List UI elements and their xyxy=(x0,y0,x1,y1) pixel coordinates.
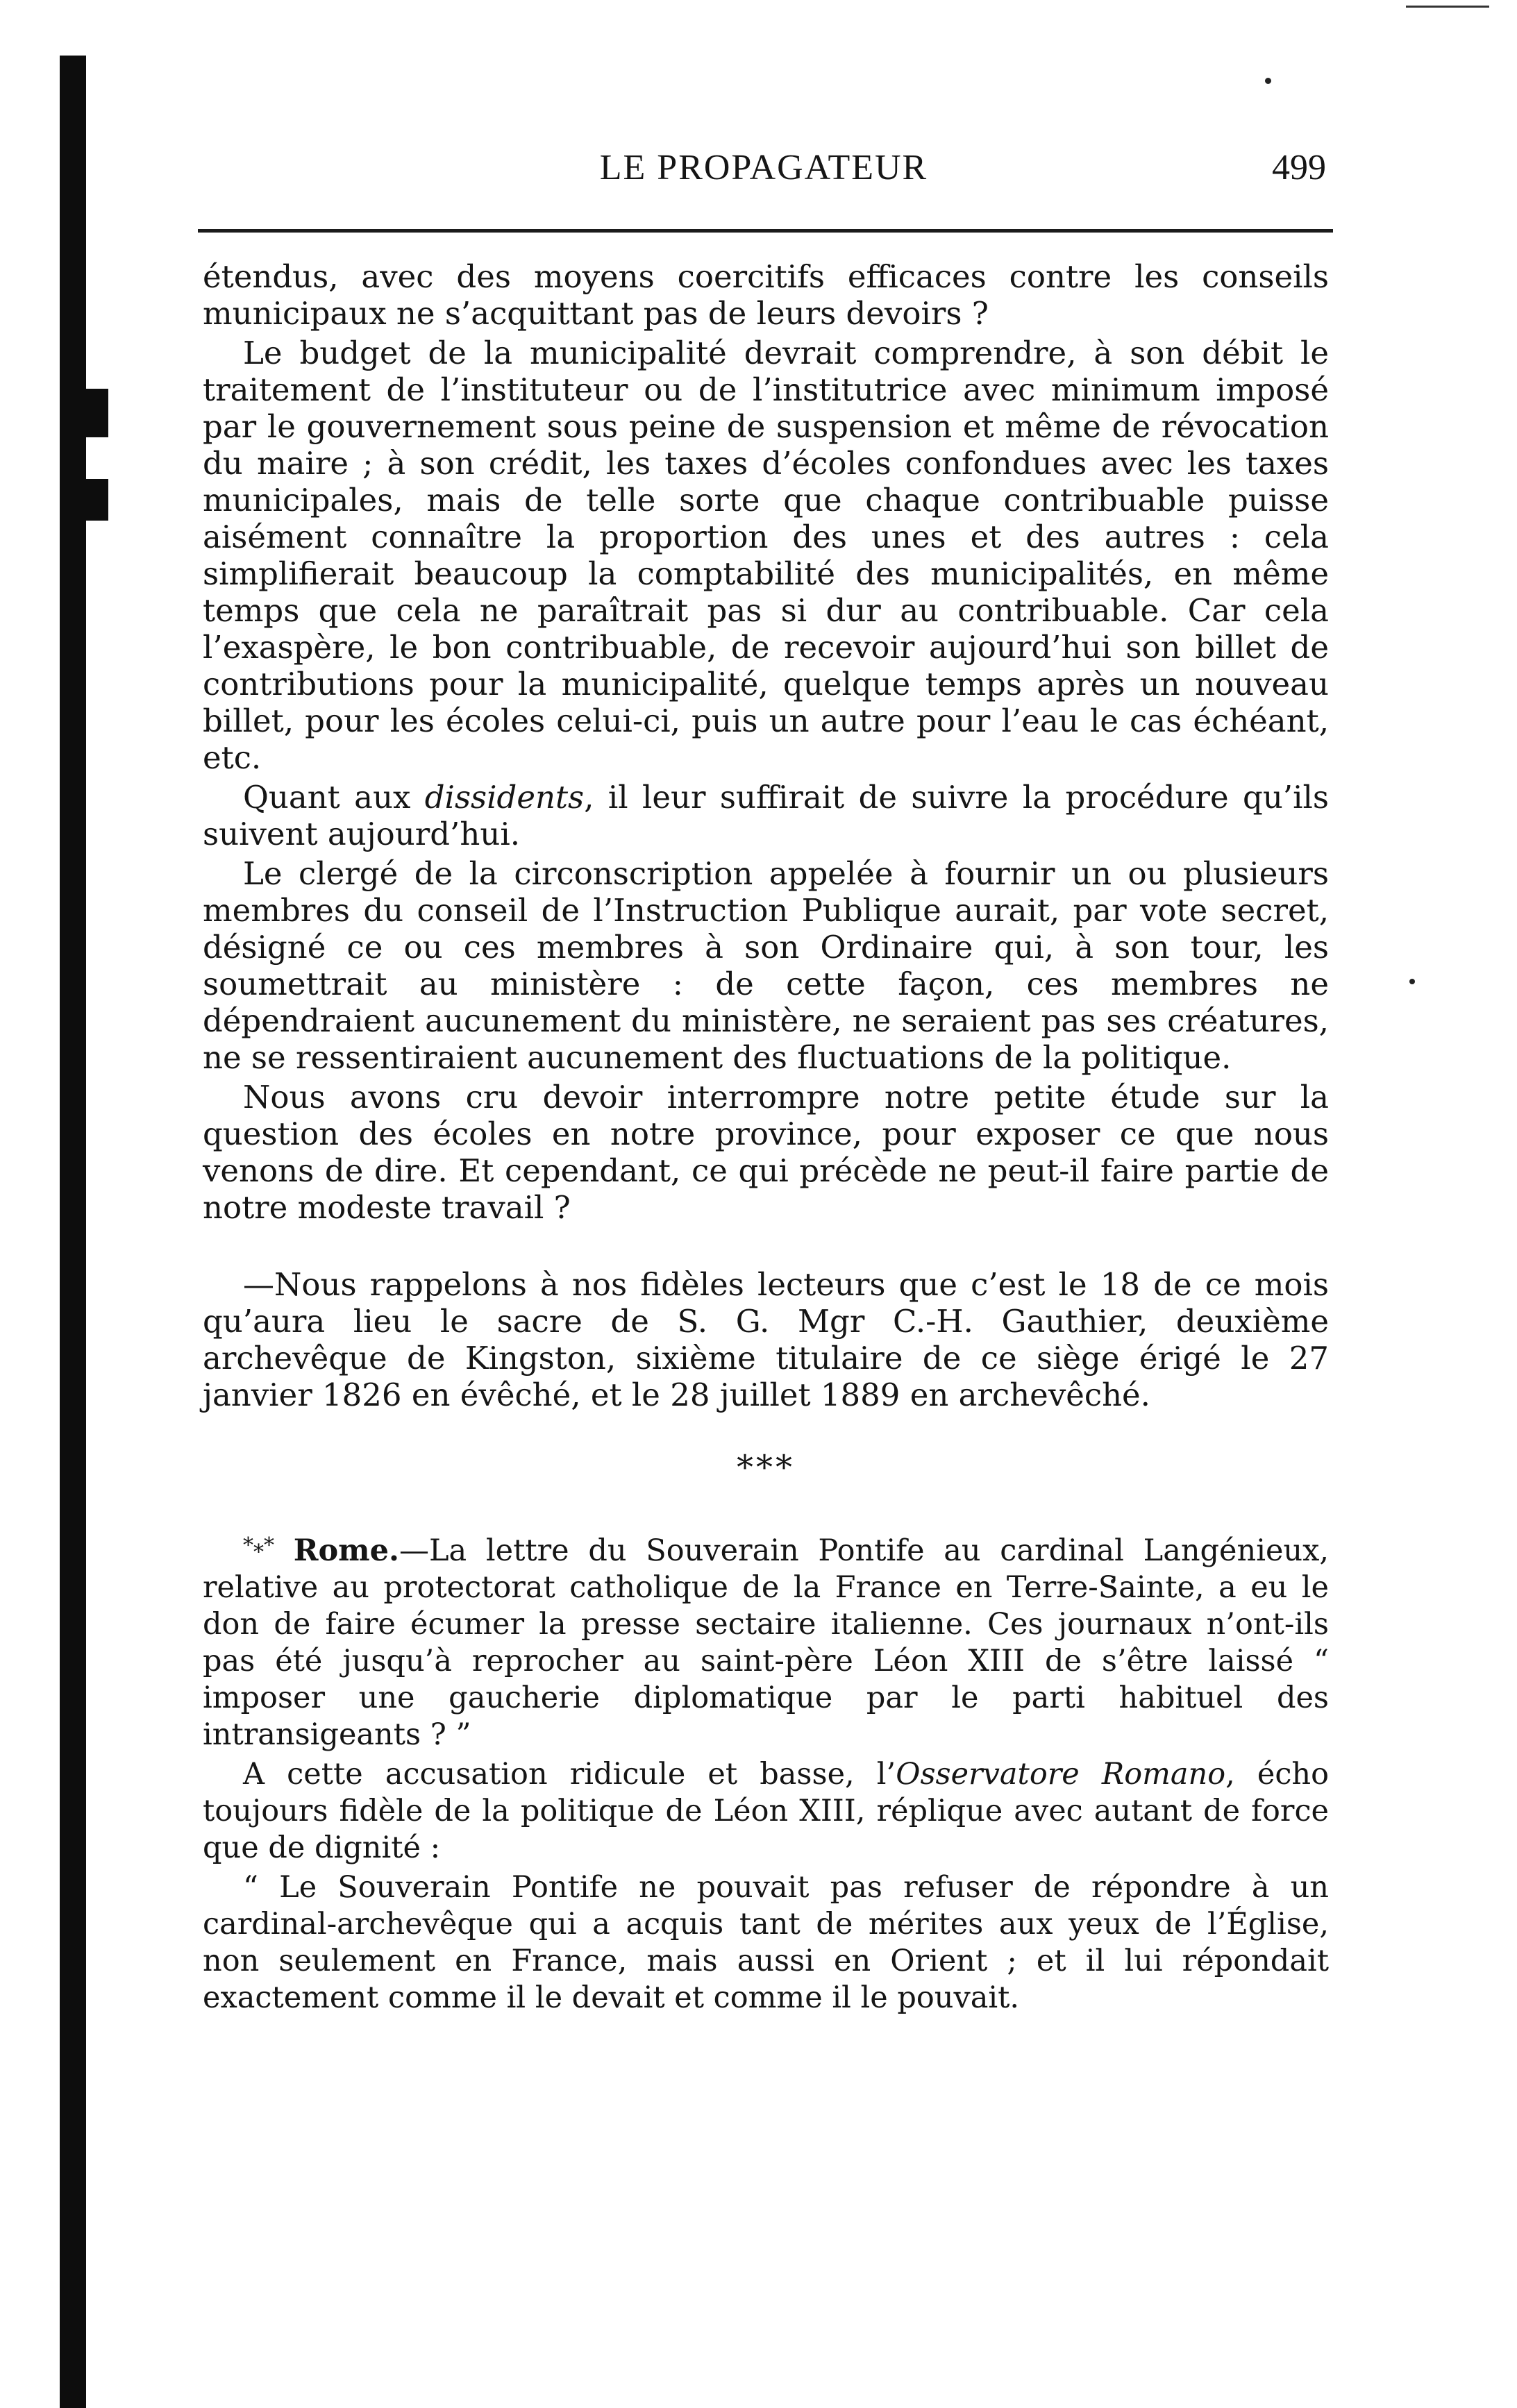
paragraph-clergy: Le clergé de la circonscription appelée à fournir un ou plusieurs membres du conseil de l’Instruction Publique aurait, par vote secret, désigné ce ou ces membres à son Ordinaire qui, à son tour, les soumettrait au ministère : de cette façon, ces membres ne dépendraient aucunement du ministère, ne seraient pas ses créatures, ne se ressentiraient aucunement des fluctuations de la politique. xyxy=(203,855,1329,1076)
paragraph-osservatore xyxy=(203,1756,1329,1867)
rome-text: —La lettre du Souverain Pontife au cardinal Langénieux, relative au protectorat catholique de la France en Terre-Sainte, a eu le don de faire écumer la presse sectaire italienne. Ces journaux n’ont-ils pas été jusqu’à reprocher au saint-père Léon XIII de s’être laissé “ imposer une gaucherie diplomatique par le parti habituel des intransigeants ? ” xyxy=(203,1533,1330,1752)
scan-edge-mark xyxy=(1406,6,1489,8)
running-head xyxy=(201,147,1326,196)
paragraph-budget: Le budget de la municipalité devrait comprendre, à son débit le traitement de l’instituteur ou de l’institutrice avec minimum imposé par le gouvernement sous peine de suspension et même de révocation du maire ; à son crédit, les taxes d’écoles confondues avec les taxes municipales, mais de telle sorte que chaque contribuable puisse aisément connaître la proportion des unes et des autres : cela simplifierait beaucoup la comptabilité des municipalités, en même temps que cela ne paraîtrait pas si dur au contribuable. Car cela l’exaspère, le bon contribuable, de recevoir aujourd’hui son billet de contributions pour la municipalité, quelque temps après un nouveau billet, pour les écoles celui-ci, puis un autre pour l’eau le cas échéant, etc. xyxy=(203,335,1329,776)
paragraph-dissidents xyxy=(203,779,1329,852)
header-rule xyxy=(198,229,1333,233)
scan-speck xyxy=(1409,979,1415,984)
dissidents-italic: dissidents xyxy=(424,779,585,816)
scan-speck xyxy=(1265,78,1271,84)
page-number: 499 xyxy=(1272,148,1326,187)
dissidents-rest: , il leur suffirait de suivre la procédure qu’ils suivent aujourd’hui. xyxy=(203,779,1329,852)
section-separator: *** xyxy=(737,1448,795,1487)
asterism-mark: *⁎* xyxy=(243,1533,274,1558)
paragraph-continuation: étendus, avec des moyens coercitifs efficaces contre les conseils municipaux ne s’acquittant pas de leurs devoirs ? xyxy=(203,258,1329,332)
osservatore-rest: , écho toujours fidèle de la politique de Léon XIII, réplique avec autant de force que de dignité : xyxy=(203,1757,1329,1865)
rubric-rome: Rome. xyxy=(293,1533,399,1568)
running-title: LE PROPAGATEUR xyxy=(599,148,928,187)
paragraph-announcement: —Nous rappelons à nos fidèles lecteurs que c’est le 18 de ce mois qu’aura lieu le sacre de S. G. Mgr C.-H. Gauthier, deuxième archevêque de Kingston, sixième titulaire de ce siège érigé le 27 janvier 1826 en évêché, et le 28 juillet 1889 en archevêché. xyxy=(203,1266,1329,1413)
dissidents-lead: Quant aux xyxy=(243,779,425,816)
binding-shadow xyxy=(60,56,86,2408)
binding-shadow-notch xyxy=(86,389,108,437)
paragraph-quotation: “ Le Souverain Pontife ne pouvait pas refuser de répondre à un cardinal-archevêque qui a acquis tant de mérites aux yeux de l’Église, non seulement en France, mais aussi en Orient ; et il lui répondait exactement comme il le devait et comme il le pouvait. xyxy=(203,1870,1329,2015)
osservatore-italic: Osservatore Romano xyxy=(896,1757,1226,1792)
binding-shadow-notch xyxy=(86,479,108,521)
paragraph-interruption: Nous avons cru devoir interrompre notre petite étude sur la question des écoles en notre province, pour exposer ce que nous venons de dire. Et cependant, ce qui précède ne peut-il faire partie de notre modeste travail ? xyxy=(203,1079,1329,1226)
paragraph-rome xyxy=(203,1527,1329,1753)
osservatore-lead: A cette accusation ridicule et basse, l’ xyxy=(243,1757,896,1792)
page-text xyxy=(203,258,1329,2017)
